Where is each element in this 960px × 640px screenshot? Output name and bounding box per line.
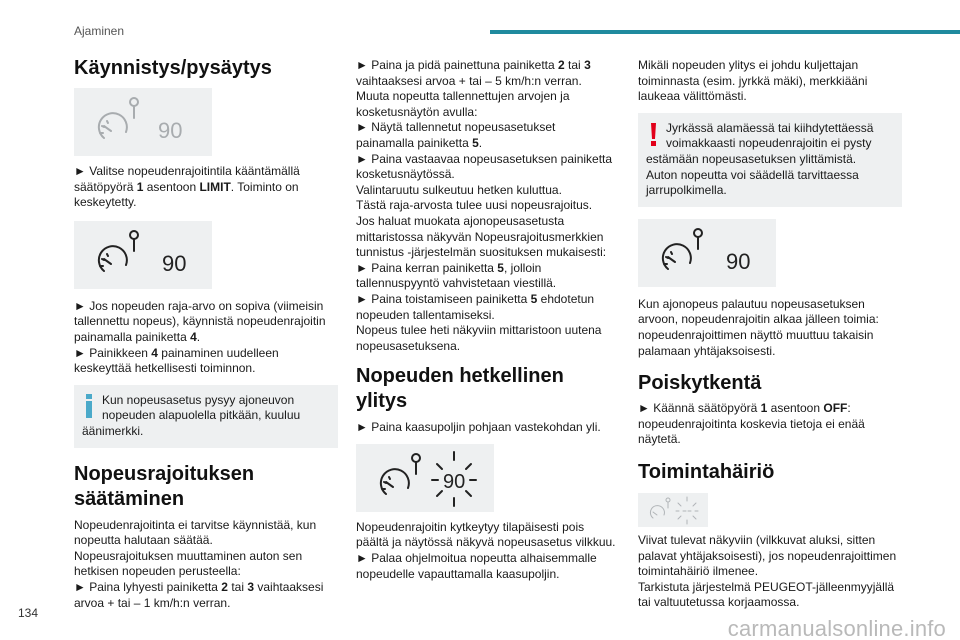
page-number: 134	[18, 606, 39, 620]
display-value: 90	[158, 118, 183, 143]
heading-deactivation: Poiskytkentä	[638, 372, 762, 395]
speed-limiter-display-fault	[638, 493, 708, 527]
warning-icon	[646, 121, 660, 147]
heading-adjust-limit: Nopeusrajoituksen säätäminen	[74, 462, 255, 510]
speed-limiter-display-dim	[74, 88, 212, 156]
para-activate: ► Jos nopeuden raja-arvo on sopiva (viimeisin tallennettu nopeus), käynnistä nopeudenrajoitin painamalla painiketta 4. ► Painikkeen 4 painaminen uudelleen keskeyttää hetkellisesti toiminnon.	[74, 298, 326, 376]
warning-note: Jyrkässä alamäessä tai kiihdytettäessä voimakkaasti nopeudenrajoitin ei pysty estämään nopeusasetuksen ylittämistä. Auton nopeutta voi säädellä tarvittaessa jarrupolkimella.	[638, 113, 902, 207]
para-press-pedal: ► Paina kaasupoljin pohjaan vastekohdan yli.	[356, 420, 601, 435]
speed-limiter-display-flashing	[356, 444, 494, 512]
info-note: Kun nopeusasetus pysyy ajoneuvon nopeuden alapuolella pitkään, kuuluu äänimerkki.	[74, 385, 338, 448]
column-2	[356, 58, 620, 582]
para-adjust-continued: ► Paina ja pidä painettuna painiketta 2 tai 3 vaihtaaksesi arvoa + tai – 5 km/h:n verran. Muuta nopeutta tallennettujen arvojen ja kosketusnäytön avulla: ► Näytä tallennetut nopeusasetukset painamalla painiketta 5. ► Paina vastaavaa nopeusasetuksen painiketta kosketusnäytössä. Valintaruutu sulkeutuu hetken kuluttua. Tästä raja-arvosta tulee uusi nopeusrajoitus. Jos haluat muokata ajonopeusasetusta mittaristossa näkyvän Nopeusrajoitusmerkkien tunnistus -järjestelmän suosituksen mukaisesti: ► Paina kerran painiketta 5, jolloin tallennuspyyntö vahvistetaan viestillä. ► Paina toistamiseen painiketta 5 ehdotetun nopeuden tallentamiseksi. Nopeus tulee heti näkyviin mittaristoon uutena nopeusasetuksena.	[356, 58, 613, 353]
speed-limiter-fault-icon	[638, 493, 708, 527]
speed-limiter-display-restored	[638, 219, 776, 287]
para-warning-sound: Mikäli nopeuden ylitys ei johdu kuljettajan toiminnasta (esim. jyrkkä mäki), merkkiääni laukeaa välittömästi.	[638, 58, 868, 104]
running-header: Ajaminen	[74, 24, 125, 38]
para-deactivate: ► Käännä säätöpyörä 1 asentoon OFF: nopeudenrajoitinta koskevia tietoja ei enää näytetä.	[638, 401, 865, 447]
speed-limiter-icon	[74, 88, 212, 156]
column-1	[74, 56, 338, 611]
speed-limiter-flashing-icon	[356, 444, 494, 512]
para-adjust: Nopeudenrajoitinta ei tarvitse käynnistää, kun nopeutta halutaan säätää. Nopeusrajoituksen muuttaminen auton sen hetkisen nopeuden perusteella: ► Paina lyhyesti painiketta 2 tai 3 vaihtaaksesi arvoa + tai – 1 km/h:n verran.	[74, 517, 324, 610]
watermark: carmanualsonline.info	[727, 616, 946, 640]
speed-limiter-icon	[74, 221, 212, 289]
heading-start-stop: Käynnistys/pysäytys	[74, 57, 272, 79]
display-value: 90	[726, 248, 751, 274]
column-3	[638, 58, 902, 611]
para-flashing: Nopeudenrajoitin kytkeytyy tilapäisesti pois päältä ja näytössä näkyvä nopeusasetus vilkkuu. ► Palaa ohjelmoitua nopeutta alhaisemmalle nopeudelle vapauttamalla kaasupoljin.	[356, 519, 616, 581]
para-malfunction: Viivat tulevat näkyviin (vilkkuvat aluksi, sitten palavat yhtäjaksoisesti), jos nopeudenrajoittimen toimintahäiriö ilmenee. Tarkistuta järjestelmä PEUGEOT-jälleenmyyjällä tai valtuutetussa korjaamossa.	[638, 532, 897, 610]
heading-temporary-exceed: Nopeuden hetkellinen ylitys	[356, 365, 564, 413]
speed-limiter-display-active	[74, 221, 212, 289]
speed-limiter-icon	[638, 219, 776, 287]
header-accent-bar	[490, 30, 960, 34]
info-icon	[82, 393, 96, 419]
para-select-limit: ► Valitse nopeudenrajoitintila kääntämällä säätöpyörä 1 asentoon LIMIT. Toiminto on keskeytetty.	[74, 164, 300, 210]
heading-malfunction: Toimintahäiriö	[638, 460, 775, 483]
para-restored: Kun ajonopeus palautuu nopeusasetuksen arvoon, nopeudenrajoitin alkaa jälleen toimia: nopeudenrajoittimen näyttö muuttuu takaisin palamaan yhtäjaksoisesti.	[638, 296, 879, 358]
display-value: 90	[162, 250, 187, 276]
display-value: 90	[443, 470, 466, 493]
